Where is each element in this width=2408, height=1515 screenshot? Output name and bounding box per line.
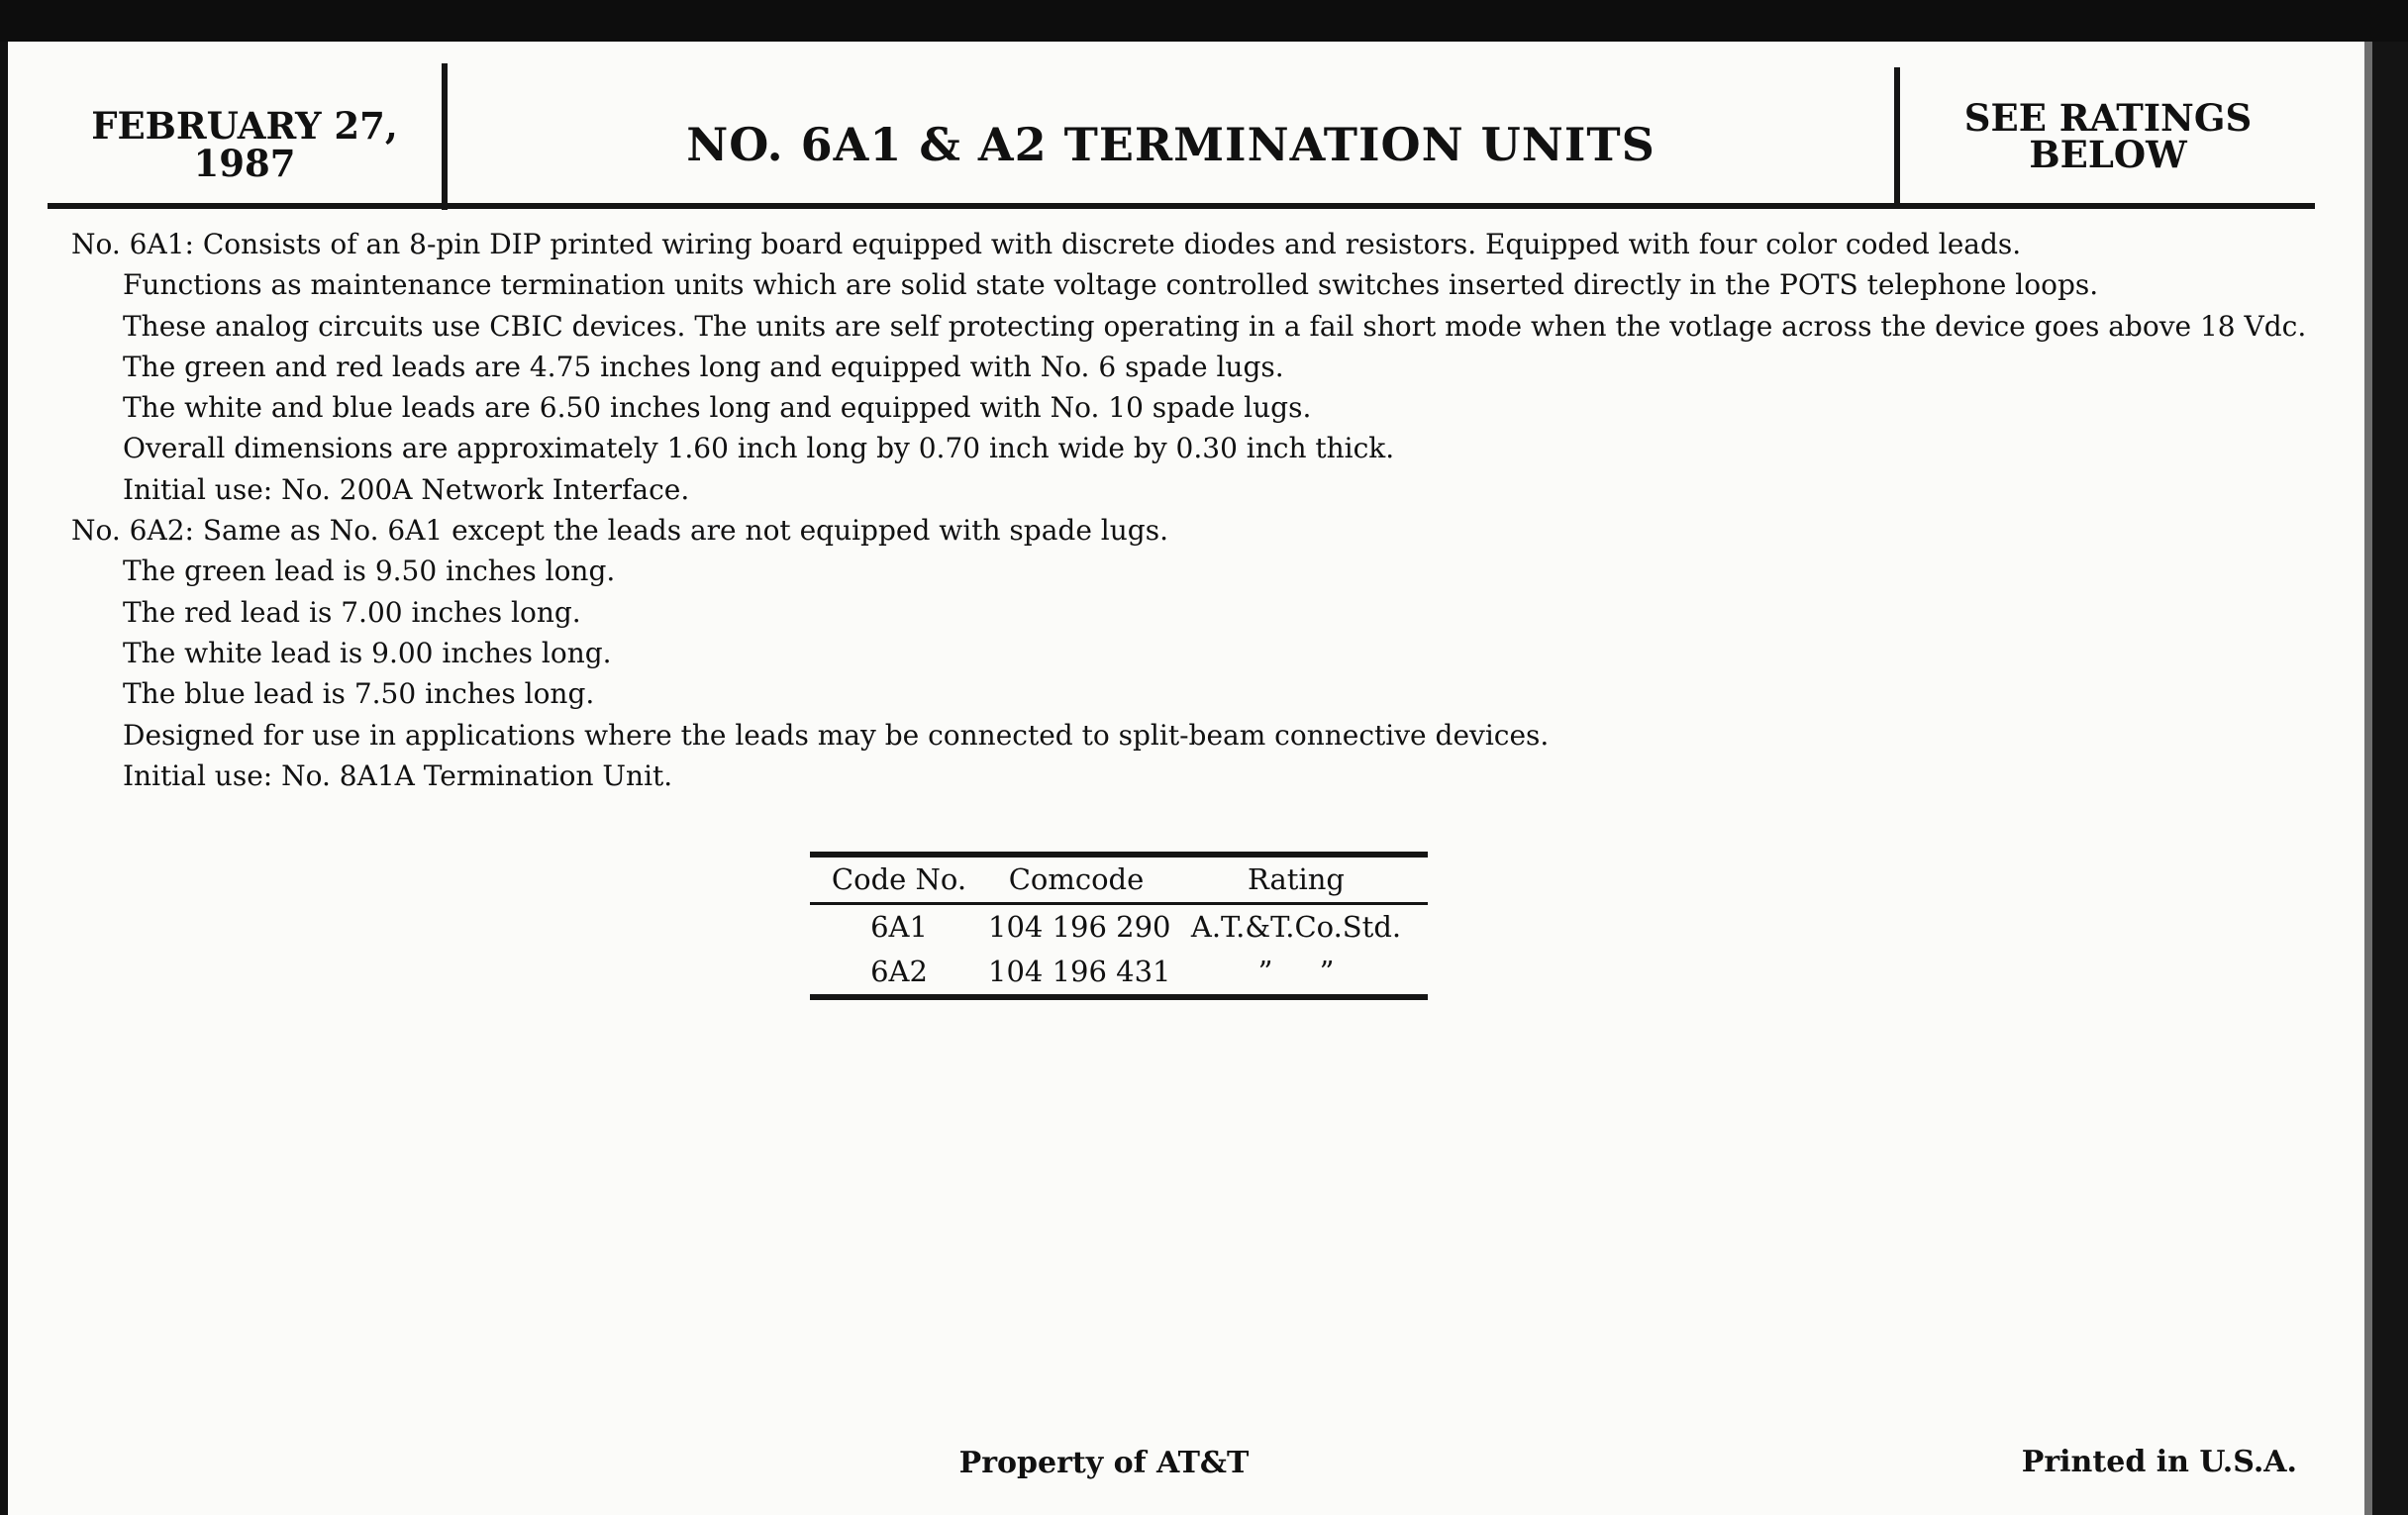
table-bottom-rule: [810, 994, 1428, 1000]
header-date: [48, 104, 442, 185]
scan-edge-strip: [2364, 42, 2372, 1515]
header-ratings-line1: SEE RATINGS: [1963, 96, 2253, 140]
column-header-comcode: Comcode: [1008, 862, 1145, 896]
scan-top-border: [0, 0, 2408, 42]
cell-rating: A.T.&T.Co.Std.: [1190, 910, 1402, 944]
footer-property: Property of AT&T: [958, 1446, 1250, 1480]
cell-code-no: 6A2: [870, 955, 928, 988]
column-header-code-no: Code No.: [831, 862, 967, 896]
body-line: The green lead is 9.50 inches long.: [123, 555, 616, 588]
header-ratings: [1900, 96, 2316, 176]
ditto-mark: ”: [1319, 955, 1335, 988]
body-text: [71, 224, 2349, 796]
body-line: The red lead is 7.00 inches long.: [123, 595, 581, 629]
body-line: The blue lead is 7.50 inches long.: [123, 677, 595, 711]
footer-printed: Printed in U.S.A.: [2021, 1445, 2297, 1479]
header-date-line1: FEBRUARY 27,: [91, 104, 398, 148]
body-line: Initial use: No. 8A1A Termination Unit.: [123, 758, 673, 792]
body-line: The white lead is 9.00 inches long.: [123, 636, 612, 669]
column-header-rating: Rating: [1248, 862, 1345, 896]
body-line: Designed for use in applications where the leads may be connected to split-beam connective devices.: [123, 718, 1550, 752]
table-row: [810, 905, 1428, 950]
ratings-table: [810, 852, 1428, 1000]
body-line: Initial use: No. 200A Network Interface.: [123, 472, 690, 506]
body-line: The white and blue leads are 6.50 inches long and equipped with No. 10 spade lugs.: [123, 391, 1312, 425]
scan-right-border: [2364, 42, 2408, 1515]
table-row: [810, 950, 1428, 994]
cell-comcode: 104 196 290: [988, 910, 1171, 944]
header-rule: [48, 203, 2315, 209]
body-line: Overall dimensions are approximately 1.60 inch long by 0.70 inch wide by 0.30 inch thick.: [123, 432, 1395, 465]
table-header-row: [810, 858, 1428, 902]
body-line: Functions as maintenance termination units which are solid state voltage controlled switches inserted directly in the POTS telephone loops.: [123, 268, 2099, 302]
cell-comcode: 104 196 431: [988, 955, 1171, 988]
body-line: The green and red leads are 4.75 inches long and equipped with No. 6 spade lugs.: [123, 350, 1284, 383]
ditto-mark: ”: [1257, 955, 1273, 988]
body-line-6a2-intro: No. 6A2: Same as No. 6A1 except the leads are not equipped with spade lugs.: [71, 514, 1168, 548]
body-line-6a1-intro: No. 6A1: Consists of an 8-pin DIP printed wiring board equipped with discrete diodes and resistors. Equipped with four color coded leads.: [71, 228, 2022, 260]
cell-rating: [1164, 950, 1428, 994]
header-date-line2: 1987: [193, 142, 296, 185]
header-ratings-line2: BELOW: [2029, 133, 2187, 176]
header-title: NO. 6A1 & A2 TERMINATION UNITS: [686, 118, 1656, 171]
cell-code-no: 6A1: [870, 910, 928, 944]
body-line: These analog circuits use CBIC devices. The units are self protecting operating in a fail short mode when the votlage across the device goes above 18 Vdc.: [123, 309, 2307, 343]
